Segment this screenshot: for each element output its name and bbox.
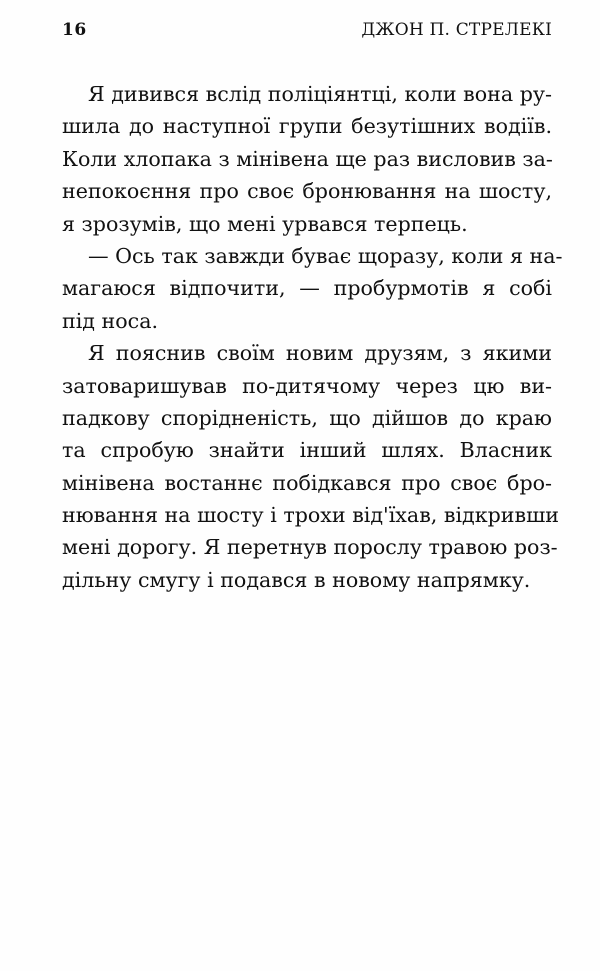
text-line: дільну смугу і подався в новому напрямку. [62,567,531,592]
text-line: мінівена востаннє побідкався про своє бро- [62,470,552,495]
text-line: під носа. [62,308,159,333]
running-head-author: ДЖОН П. СТРЕЛЕКІ [361,20,552,40]
text-line: падкову спорідненість, що дійшов до краю [62,405,552,430]
text-line: Я пояснив своїм новим друзям, з якими [88,341,552,366]
text-line: нювання на шосту і трохи від'їхав, відкривши [62,503,559,528]
paragraph-2 [62,240,563,337]
text-line: затоваришував по-дитячому через цю ви- [62,373,552,398]
body-text [62,78,563,596]
running-head [62,16,552,46]
page-number: 16 [62,20,87,40]
text-line: магаюся відпочити, — пробурмотів я собі [62,276,552,301]
text-line: непокоєння про своє бронювання на шосту, [62,179,552,204]
text-line: шила до наступної групи безутішних водіїв. [62,114,552,139]
text-line: та спробую знайти інший шлях. Власник [62,438,552,463]
text-line: мені дорогу. Я перетнув порослу травою роз- [62,535,558,560]
text-line: Я дивився вслід поліціянтці, коли вона ру- [88,82,552,106]
text-line: Коли хлопака з мінівена ще раз висловив за- [62,146,553,171]
text-line: я зрозумів, що мені урвався терпець. [62,211,468,236]
paragraph-3 [62,337,559,596]
paragraph-1 [62,78,552,240]
text-line: — Ось так завжди буває щоразу, коли я на- [88,243,563,268]
